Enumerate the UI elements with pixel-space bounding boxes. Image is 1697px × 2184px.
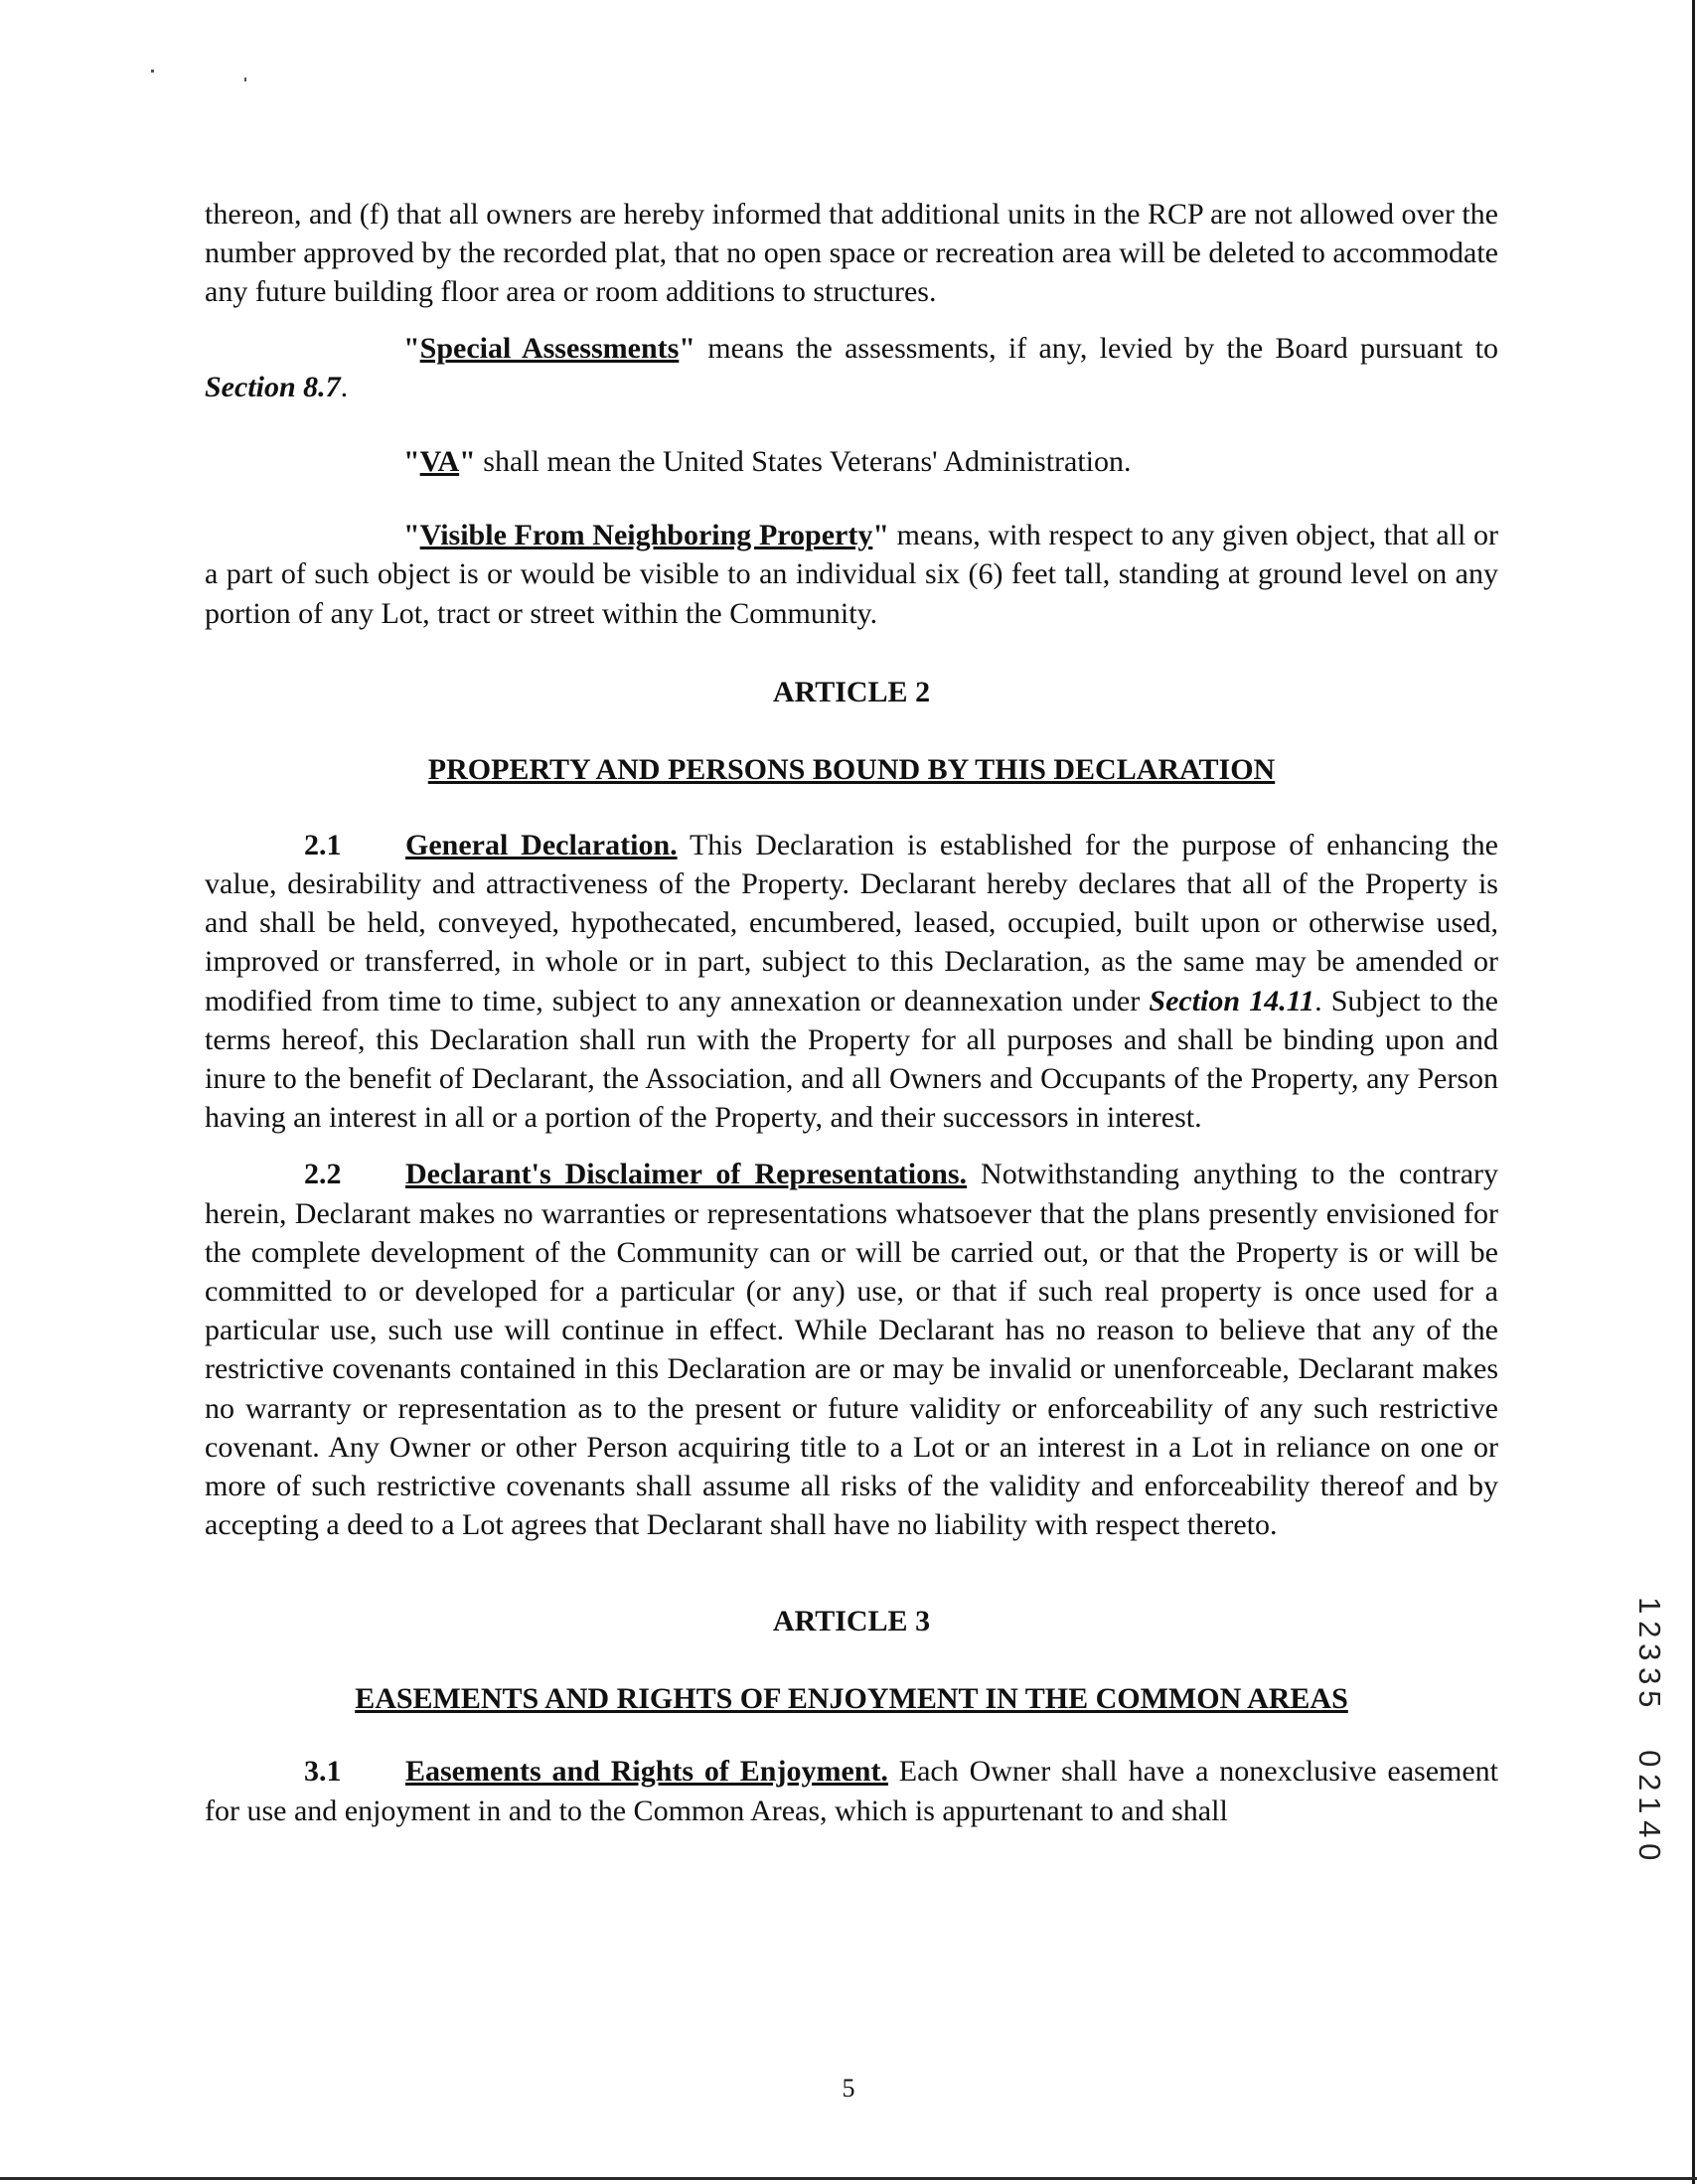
stamp-digit: 1 (1631, 1597, 1667, 1615)
article-2-heading: PROPERTY AND PERSONS BOUND BY THIS DECLARATION (427, 752, 1276, 786)
stamp-digit: 4 (1631, 1819, 1667, 1838)
stamp-digit: 5 (1631, 1690, 1667, 1708)
stamp-digit: 0 (1631, 1750, 1667, 1768)
section-3-1 (205, 1752, 1498, 1829)
section-reference: Section 8.7 (205, 370, 341, 403)
definition-text: means, with respect to any given object, that all or a part of such object is or would be visible to an individual six (6) feet tall, standing at ground level on any portion of any Lot, tract or street within the Community. (205, 519, 1499, 630)
section-text: . Subject to the terms hereof, this Declaration shall run with the Property for all purposes and shall be binding upon and inure to the benefit of Declarant, the Association, and all Owners and Occupants of the Property, any Person having an interest in all or a portion of the Property, and their successors in interest. (205, 984, 1498, 1135)
section-text: Notwithstanding anything to the contrary herein, Declarant makes no warranties or representations whatsoever that the plans presently envisioned for the complete development of the Community can or will be carried out, or that the Property is or will be committed to or developed for a particular (or any) use, or that if such real property is once used for a particular use, such use will continue in effect. While Declarant has no reason to believe that any of the restrictive covenants contained in this Declaration are or may be invalid or unenforceable, Declarant makes no warranty or representation as to the present or future validity or enforceability of any such restrictive covenant. Any Owner or other Person acquiring title to a Lot or an interest in a Lot in reliance on one or more of such restrictive covenants shall assume all risks of the validity and enforceability thereof and by accepting a deed to a Lot agrees that Declarant shall have no liability with respect thereto. (205, 1158, 1498, 1542)
stamp-digit: 0 (1631, 1843, 1667, 1861)
paragraph-continuation: thereon, and (f) that all owners are hereby informed that additional units in the RCP are not allowed over the number approved by the recorded plat, that no open space or recreation area will be deleted to accommodate any future building floor area or room additions to structures. (205, 198, 1498, 309)
article-3-heading: EASEMENTS AND RIGHTS OF ENJOYMENT IN THE COMMON AREAS (355, 1682, 1348, 1716)
defined-term: Visible From Neighboring Property (419, 519, 873, 552)
article-3-title: ARTICLE 3 (772, 1605, 931, 1638)
quote-mark: " (459, 445, 476, 479)
stamp-digit: 2 (1631, 1620, 1667, 1638)
section-number: 3.1 (304, 1755, 342, 1789)
article-2-title: ARTICLE 2 (772, 675, 931, 708)
definition-text: means the assessments, if any, levied by the Board pursuant to (694, 331, 1498, 365)
scan-speck (151, 70, 154, 73)
section-title: General Declaration. (405, 828, 678, 861)
stamp-digit: 1 (1631, 1796, 1667, 1814)
stamp-digit: 3 (1631, 1643, 1667, 1661)
section-number: 2.1 (304, 828, 342, 861)
section-title: Easements and Rights of Enjoyment. (405, 1755, 888, 1789)
document-body (205, 195, 1498, 1830)
section-2-2 (205, 1155, 1498, 1544)
defined-term: Special Assessments (419, 331, 680, 365)
section-text: Each Owner shall have a nonexclusive easement for use and enjoyment in and to the Common Areas, which is appurtenant to and shall (205, 1755, 1498, 1827)
quote-mark: " (403, 445, 420, 479)
stamp-digit: 2 (1631, 1773, 1667, 1791)
definition-text: shall mean the United States Veterans' Administration. (475, 445, 1132, 479)
quote-mark: " (403, 331, 420, 365)
scan-speck (244, 78, 246, 81)
definition-visible-from-neighboring-property (205, 516, 1498, 633)
quote-mark: " (679, 331, 695, 365)
quote-mark: " (403, 519, 420, 552)
definition-special-assessments (205, 329, 1498, 406)
stamp-digit: 3 (1631, 1666, 1667, 1685)
section-2-1 (205, 826, 1498, 1138)
defined-term: VA (419, 445, 460, 479)
page-number: 5 (842, 2074, 855, 2103)
section-number: 2.2 (304, 1158, 342, 1191)
definition-va (205, 442, 1498, 481)
scan-edge-bottom (0, 2177, 1697, 2180)
quote-mark: " (872, 519, 890, 552)
section-text: This Declaration is established for the purpose of enhancing the value, desirability and attractiveness of the Property. Declarant hereby declares that all of the Property is and shall be held, conveyed, hypothecated, encumbered, leased, occupied, built upon or otherwise used, improved or transferred, in whole or in part, subject to this Declaration, as the same may be amended or modified from time to time, subject to any annexation or deannexation under (205, 828, 1498, 1017)
scan-edge-right (1692, 0, 1695, 2184)
section-reference: Section 14.11 (1149, 984, 1315, 1017)
definition-text: . (340, 370, 349, 403)
recording-stamp (1629, 1594, 1669, 1864)
section-title: Declarant's Disclaimer of Representations. (405, 1158, 968, 1191)
